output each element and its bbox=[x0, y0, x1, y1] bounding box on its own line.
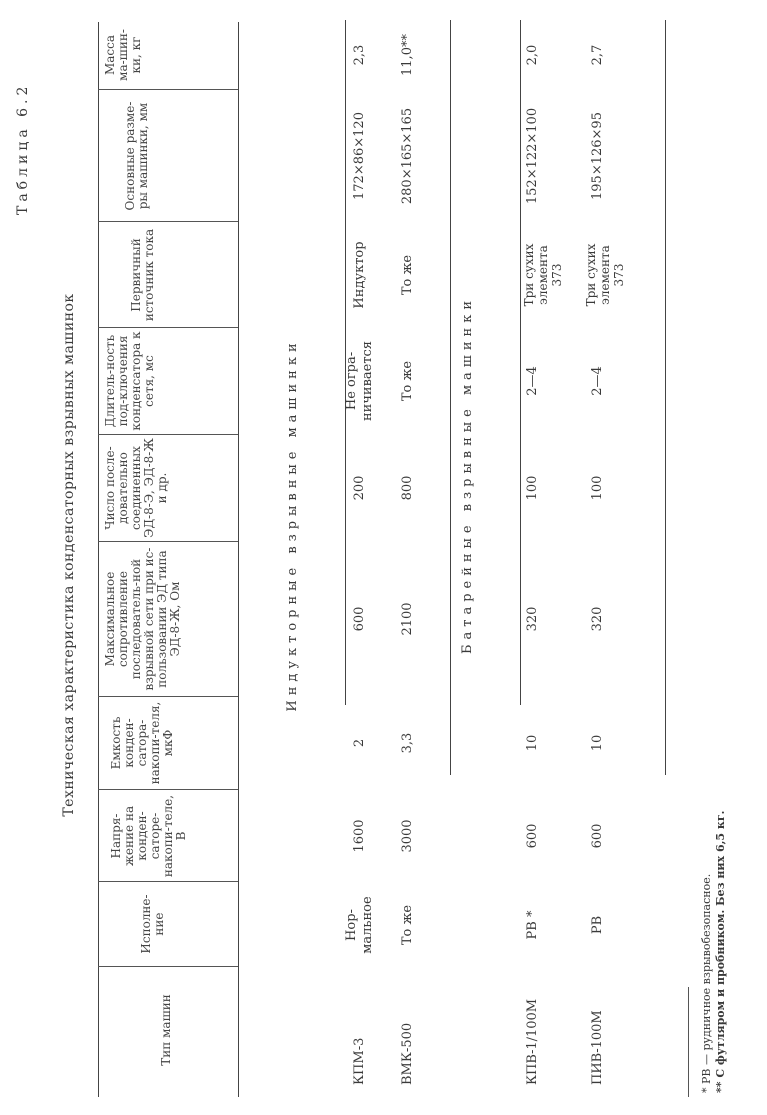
row-type: ПИВ-100М bbox=[590, 1010, 605, 1085]
header-source: Первичный источник тока bbox=[129, 228, 156, 322]
section-inductor: Индукторные взрывные машинки bbox=[285, 338, 300, 712]
col-divider bbox=[98, 541, 238, 542]
header-type: Тип машин bbox=[159, 994, 173, 1066]
row-voltage: 600 bbox=[590, 823, 605, 849]
header-capacity: Емкость конден-сатора-накопи-теля, мкФ bbox=[109, 701, 175, 785]
section-battery: Батарейные взрывные машинки bbox=[460, 295, 475, 655]
row-resistance: 2100 bbox=[400, 602, 415, 636]
header-duration: Длитель-ность под-ключения конденсатора к сетя, мс bbox=[103, 331, 156, 431]
row-source: Индуктор bbox=[352, 241, 367, 309]
row-capacity: 2 bbox=[352, 738, 367, 748]
row-resistance: 600 bbox=[352, 606, 367, 632]
top-rule bbox=[98, 22, 99, 1097]
row-count: 100 bbox=[525, 475, 540, 501]
row-type: КПМ-3 bbox=[352, 1037, 367, 1085]
row-execution: Нор-мальное bbox=[344, 896, 375, 954]
row-capacity: 3,3 bbox=[400, 732, 415, 754]
row-duration: То же bbox=[400, 360, 415, 402]
row-dims: 172×86×120 bbox=[352, 112, 367, 200]
col-divider bbox=[98, 881, 238, 882]
kpv-rule bbox=[520, 20, 521, 705]
header-execution: Исполне-ние bbox=[139, 894, 166, 954]
col-divider bbox=[98, 434, 238, 435]
col-divider bbox=[98, 327, 238, 328]
header-resistance: Максимальное сопротивление последователь-ной взрывной сети при ис-пользовании ЭД типа ЭД-8-Ж, Ом bbox=[103, 547, 182, 691]
row-mass: 2,3 bbox=[352, 44, 367, 66]
col-divider bbox=[98, 89, 238, 90]
row-source: То же bbox=[400, 254, 415, 296]
row-type: ВМК-500 bbox=[400, 1022, 415, 1085]
row-duration: 2—4 bbox=[590, 366, 605, 396]
row-execution: То же bbox=[400, 904, 415, 946]
header-voltage: Напря-жение на конден-саторе-накопи-теле, В bbox=[109, 794, 188, 878]
row-mass: 11,0** bbox=[400, 34, 415, 76]
row-execution: РВ bbox=[590, 915, 605, 935]
inductor-bottom-rule bbox=[450, 20, 451, 775]
row-count: 800 bbox=[400, 475, 415, 501]
header-dims: Основные разме-ры машинки, мм bbox=[123, 101, 150, 211]
col-divider bbox=[98, 966, 238, 967]
header-count: Число после-довательно соединенных ЭД-8-Э, ЭД-8-Ж и др. bbox=[103, 438, 169, 538]
row-voltage: 1600 bbox=[352, 819, 367, 853]
row-duration: 2—4 bbox=[525, 366, 540, 396]
row-dims: 195×126×95 bbox=[590, 112, 605, 200]
row-capacity: 10 bbox=[590, 734, 605, 752]
header-bottom-rule bbox=[238, 22, 239, 1097]
footnote-rule bbox=[688, 987, 689, 1097]
row-capacity: 10 bbox=[525, 734, 540, 752]
col-divider bbox=[98, 789, 238, 790]
footnote-2: ** С футляром и пробником. Без них 6,5 кг. bbox=[714, 810, 727, 1093]
row-dims: 152×122×100 bbox=[525, 107, 540, 205]
row-dims: 280×165×165 bbox=[400, 107, 415, 205]
row-resistance: 320 bbox=[590, 606, 605, 632]
row-resistance: 320 bbox=[525, 606, 540, 632]
row-source: Три сухих элемента 373 bbox=[584, 243, 626, 307]
row-voltage: 3000 bbox=[400, 819, 415, 853]
row-voltage: 600 bbox=[525, 823, 540, 849]
header-mass: Масса ма-шин-ки, кг bbox=[103, 29, 143, 81]
row-mass: 2,0 bbox=[525, 44, 540, 66]
col-divider bbox=[98, 696, 238, 697]
battery-bottom-rule bbox=[665, 20, 666, 775]
row-count: 200 bbox=[352, 475, 367, 501]
col-divider bbox=[98, 221, 238, 222]
row-execution: РВ * bbox=[525, 910, 540, 940]
row-duration: Не огра-ничивается bbox=[344, 340, 375, 422]
row-source: Три сухих элемента 373 bbox=[522, 243, 564, 307]
footnote-1: * РВ — рудничное взрывобезопасное. bbox=[700, 873, 713, 1093]
row-count: 100 bbox=[590, 475, 605, 501]
table-label: Таблица 6.2 bbox=[15, 82, 31, 215]
row-type: КПВ-1/100М bbox=[525, 998, 540, 1085]
table-caption: Техническая характеристика конденсаторных взрывных машинок bbox=[61, 293, 77, 817]
row-mass: 2,7 bbox=[590, 44, 605, 66]
